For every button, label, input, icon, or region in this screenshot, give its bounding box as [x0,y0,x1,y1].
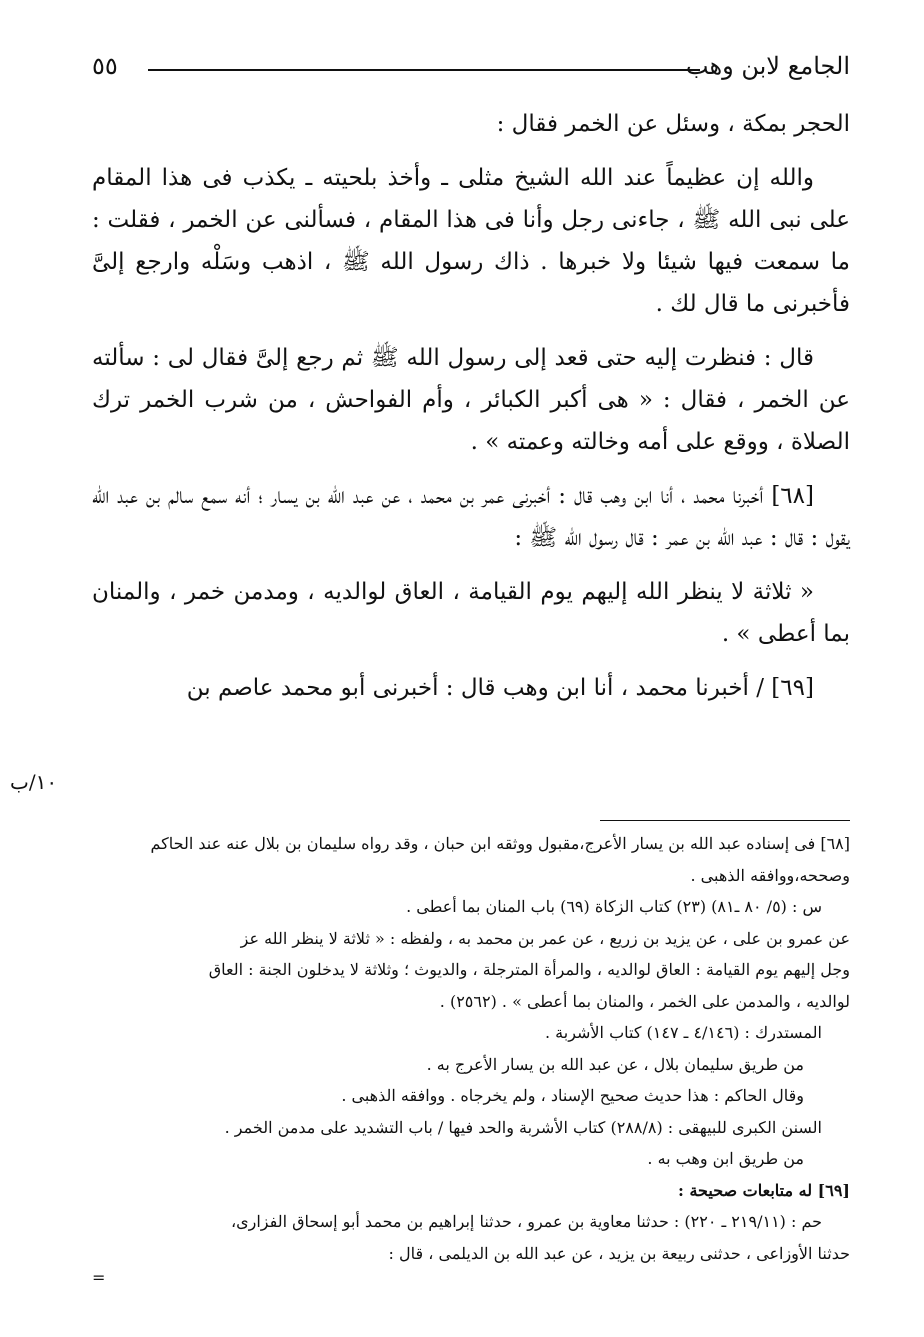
continuation-mark: = [92,1268,106,1287]
header-rule [148,69,700,71]
footnote-line: س : (٥/ ٨٠ ـ٨١) (٢٣) كتاب الزكاة (٦٩) باب المنان بما أعطى . [406,897,822,916]
footnote-line: [٦٩] له متابعات صحيحة : [677,1180,850,1200]
footnote-line: السنن الكبرى للبيهقى : (٢٨٨/٨) كتاب الأشربة والحد فيها / باب التشديد على مدمن الخمر . [224,1117,822,1137]
paragraph: والله إن عظيماً عند الله الشيخ مثلى ـ وأخذ بلحيته ـ يكذب فى هذا المقام على نبى الله ﷺ ، جاءنى رجل وأنا فى هذا المقام ، فسألنى عن الخمر ، فقلت : ما سمعت فيها شيئا ولا خبرها . ذاك رسول الله ﷺ ، اذهب وسَلْه وارجع إلىَّ فأخبرنى ما قال لك . [92,165,850,317]
folio-margin-note: ١٠/ب [10,770,58,794]
book-title: الجامع لابن وهب [685,52,850,80]
paragraph: الحجر بمكة ، وسئل عن الخمر فقال : [496,111,850,137]
hadith-69: [٦٩] / أخبرنا محمد ، أنا ابن وهب قال : أخبرنى أبو محمد عاصم بن [186,675,814,701]
hadith-68: [٦٨] أخبرنا محمد ، أنا ابن وهب قال : أخبرنى عمر بن محمد ، عن عبد الله بن يسار ؛ أنه سمع سالم بن عبد الله يقول : قال : عبد الله بن عمر : قال رسول الله ﷺ : [92,483,850,551]
footnotes [85,828,850,1269]
hadith-quote: « ثلاثة لا ينظر الله إليهم يوم القيامة ، العاق لوالديه ، ومدمن خمر ، والمنان بما أعطى » . [92,579,850,647]
footnote-line: وجل إليهم يوم القيامة : العاق لوالديه ، والمرأة المترجلة ، والديوث ؛ وثلاثة لا يدخلون الجنة : العاق [208,960,850,979]
page-number: ٥٥ [92,52,118,80]
footnote-line: المستدرك : (٤/١٤٦ ـ ١٤٧) كتاب الأشربة . [544,1023,822,1042]
footnote-line: من طريق ابن وهب به . [647,1149,804,1168]
footnote-line: [٦٨] فى إسناده عبد الله بن يسار الأعرج،مقبول ووثقه ابن حبان ، وقد رواه سليمان بن بلال عنه عند الحاكم [150,834,850,853]
paragraph: قال : فنظرت إليه حتى قعد إلى رسول الله ﷺ ثم رجع إلىَّ فقال لى : سألته عن الخمر ، فقال : « هى أكبر الكبائر ، وأم الفواحش ، من شرب الخمر ترك الصلاة ، ووقع على أمه وخالته وعمته » . [92,345,850,455]
footnote-line: حدثنا الأوزاعى ، حدثنى ربيعة بن يزيد ، عن عبد الله بن الديلمى ، قال : [388,1243,850,1263]
footnote-rule [600,820,850,821]
footnote-line: عن عمرو بن على ، عن يزيد بن زريع ، عن عمر بن محمد به ، ولفظه : « ثلاثة لا ينظر الله عز [240,928,850,948]
footnote-line: لوالديه ، والمدمن على الخمر ، والمنان بما أعطى » . (٢٥٦٢) . [439,991,850,1011]
footnote-line: من طريق سليمان بلال ، عن عبد الله بن يسار الأعرج به . [426,1054,804,1074]
main-text [92,103,850,721]
footnote-line: حم : (٢١٩/١١ ـ ٢٢٠) : حدثنا معاوية بن عمرو ، حدثنا إبراهيم بن محمد أبو إسحاق الفزارى، [230,1212,822,1231]
page-header [92,52,850,92]
footnote-line: وصححه،ووافقه الذهبى . [690,865,850,885]
footnote-line: وقال الحاكم : هذا حديث صحيح الإسناد ، ولم يخرجاه . ووافقه الذهبى . [341,1086,804,1105]
